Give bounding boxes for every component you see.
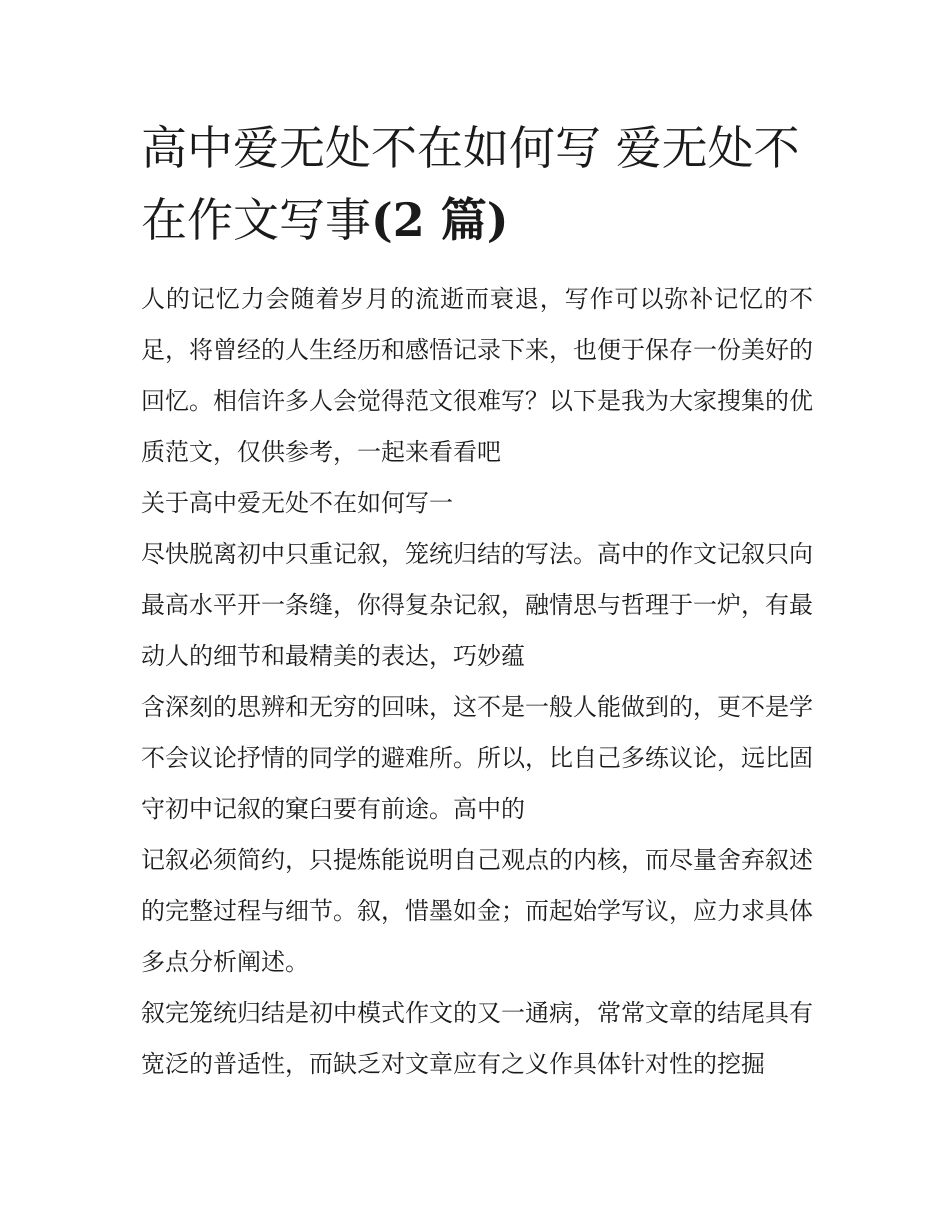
paragraph-intro: 人的记忆力会随着岁月的流逝而衰退，写作可以弥补记忆的不足，将曾经的人生经历和感悟记录下来，也便于保存一份美好的回忆。相信许多人会觉得范文很难写？以下是我为大家搜集的优质范文，仅供参考，一起来看看吧 — [141, 285, 813, 466]
paragraph: 尽快脱离初中只重记叙，笼统归结的写法。高中的作文记叙只向最高水平开一条缝，你得复杂记叙，融情思与哲理于一炉，有最动人的细节和最精美的表达，巧妙蕴 — [141, 540, 813, 670]
paragraph: 叙完笼统归结是初中模式作文的又一通病，常常文章的结尾具有宽泛的普适性，而缺乏对文章应有之义作具体针对性的挖掘 — [141, 999, 813, 1078]
document-title — [141, 112, 813, 256]
document-page — [141, 112, 813, 1090]
title-text: 高中爱无处不在如何写 爱无处不在作文写事 — [141, 121, 800, 247]
paragraph: 含深刻的思辨和无穷的回味，这不是一般人能做到的，更不是学不会议论抒情的同学的避难所。所以，比自己多练议论，远比固守初中记叙的窠臼要有前途。高中的 — [141, 693, 813, 823]
document-body — [141, 274, 813, 1090]
section-heading: 关于高中爱无处不在如何写一 — [141, 489, 453, 517]
title-count: (2 篇) — [371, 193, 509, 247]
paragraph: 记叙必须简约，只提炼能说明自己观点的内核，而尽量舍弃叙述的完整过程与细节。叙，惜墨如金；而起始学写议，应力求具体多点分析阐述。 — [141, 846, 813, 976]
